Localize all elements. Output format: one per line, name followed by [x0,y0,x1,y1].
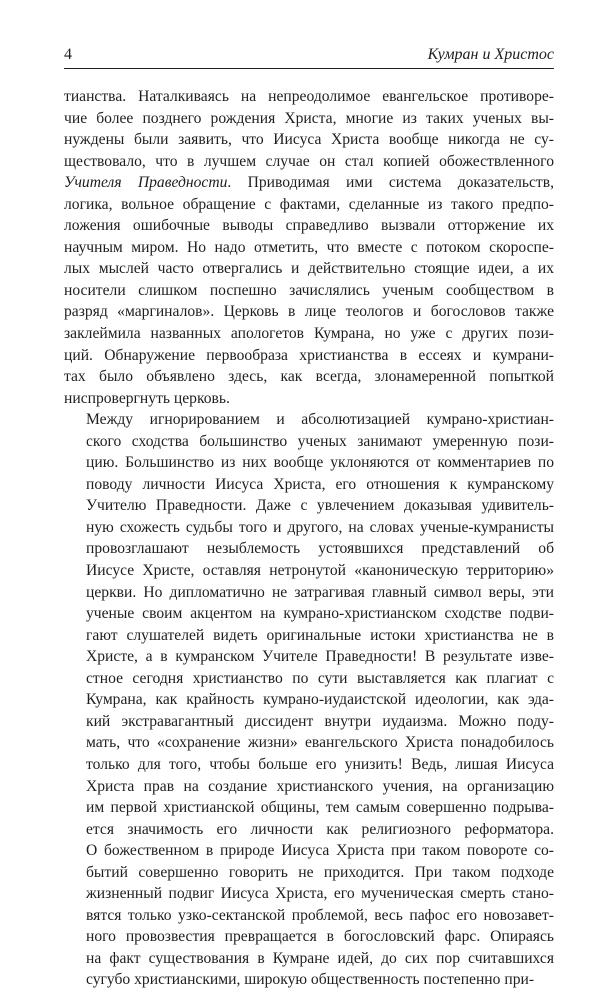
text-line: логика, вольное обращение с фактами, сделанные из такого предпо- [64,195,554,213]
text-line: церкви. Но дипломатично не затрагивая главный символ веры, эти [86,583,554,601]
text-line: жизненный подвиг Иисуса Христа, его мученическая смерть стано- [86,885,554,903]
text-line: носители слишком поспешно зачислялись ученым сообществом в [64,281,554,299]
text-line: лых мыслей часто отвергались и действительно стоящие идеи, а их [64,260,554,278]
text-line: разряд «маргиналов». Церковь в лице теологов и богословов также [64,303,554,321]
text-line: О божественном в природе Иисуса Христа при таком повороте со- [86,842,554,860]
text-line: Иисусе Христе, оставляя нетронутой «каноническую территорию» [86,562,554,580]
text-line: ную схожесть судьбы того и другого, на словах ученые-кумранисты [86,518,554,536]
text-line: только для того, чтобы больше его унизить! Ведь, лишая Иисуса [86,755,554,773]
running-header [64,46,554,68]
text-line: Между игнорированием и абсолютизацией кумрано-христиан- [86,411,554,429]
text-line: бытий совершенно говорить не приходится. При таком подходе [86,863,554,881]
text-line: заклеймила названных апологетов Кумрана, но уже с других пози- [64,325,554,343]
text-line: ниспровергнуть церковь. [64,389,230,407]
header-rule [64,68,554,69]
text-line: нуждены были заявить, что Иисуса Христа вообще никогда не су- [64,131,554,149]
text-line: ложения ошибочные выводы справедливо вызвали отторжение их [64,217,554,235]
text-line: Христа прав на создание христианского учения, на организацию [86,777,554,795]
text-line: ского сходства большинство ученых занимают умеренную пози- [86,432,554,450]
text-line: им первой христианской общины, тем самым совершенно подрыва- [86,799,554,817]
text-line: цию. Большинство из них вообще уклоняются от комментариев по [86,454,554,472]
text-line: Христе, а в кумранском Учителе Праведности! В результате изве- [86,648,554,666]
text-line: сугубо христианскими, широкую общественность постепенно при- [86,971,535,989]
text-line: на факт существования в Кумране идей, до сих пор считавшихся [86,949,554,967]
text-line: мать, что «сохранение жизни» евангельского Христа понадобилось [86,734,554,752]
text-line: ций. Обнаружение первообраза христианства в ессеях и кумрани- [64,346,554,364]
running-title: Кумран и Христос [427,46,554,63]
text-line: ется значимость его личности как религиозного реформатора. [86,820,554,838]
text-line: ного провозвестия превращается в богословский фарс. Опираясь [86,928,554,946]
text-line: тах было объявлено здесь, как всегда, злонамеренной попыткой [64,368,554,386]
text-line: ществовало, что в лучшем случае он стал копией обожествленного [64,152,554,170]
text-line: научным миром. Но надо отметить, что вместе с потоком скороспе- [64,238,554,256]
text-line: чие более позднего рождения Христа, многие из таких ученых вы- [64,109,554,127]
page-number: 4 [64,46,72,63]
paragraph [64,86,554,409]
text-line: стное сегодня христианство по сути выставляется как плагиат с [86,669,554,687]
paragraph [64,409,554,991]
text-line: Учителя Праведности. Приводимая ими система доказательств, [64,174,554,192]
body-text [64,86,554,991]
text-line: Кумрана, как крайность кумрано-иудаистской идеологии, как эда- [86,691,554,709]
text-line: поводу личности Иисуса Христа, его отношения к кумранскому [86,475,554,493]
text-line: вятся только узко-сектанской проблемой, весь пафос его новозавет- [86,906,554,924]
text-line: тианства. Наталкиваясь на непреодолимое евангельское противоре- [64,88,554,105]
text-line: гают слушателей видеть оригинальные истоки христианства не в [86,626,554,644]
text-line: кий экстравагантный диссидент внутри иудаизма. Можно поду- [86,712,554,730]
text-line: ученые своим акцентом на кумрано-христианском сходстве подви- [86,605,554,623]
text-line: провозглашают незыблемость устоявшихся представлений об [86,540,554,558]
text-line: Учителю Праведности. Даже с увлечением доказывая удивитель- [86,497,554,515]
italic-phrase: Учителя Праведности [64,174,228,192]
